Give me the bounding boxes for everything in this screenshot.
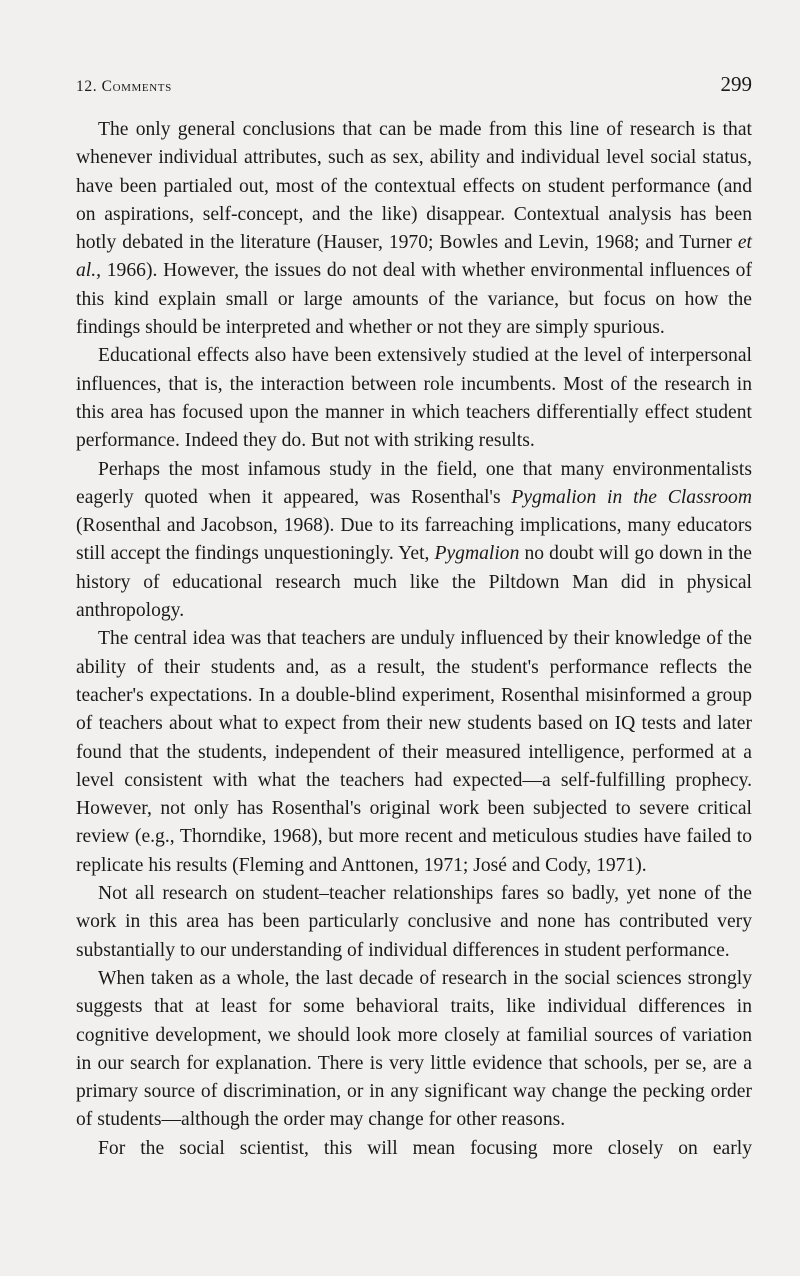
paragraph: For the social scientist, this will mean focusing more closely on early (98, 1137, 752, 1159)
italic-citation: et al., (76, 232, 752, 282)
paragraph: Educational effects also have been extensively studied at the level of interpersonal influences, that is, the interaction between role incumbents. Most of the research in this area has focused upon the manner in which teachers differentially effect student performance. Indeed they do. But not with striking results. (76, 345, 752, 452)
body-text (76, 116, 752, 1163)
page-number: 299 (720, 72, 752, 96)
page-header (76, 72, 752, 97)
running-head: 12. Comments (76, 78, 172, 95)
paragraph: The only general conclusions that can be made from this line of research is that whenever individual attributes, such as sex, ability and individual level social status, have been partialed out, most of the contextual effects on student performance (and on aspirations, self-concept, and the like) disappear. Contextual analysis has been hotly debated in the literature (Hauser, 1970; Bowles and Levin, 1968; and Turner et al., 1966). However, the issues do not deal with whether environmental influences of this kind explain small or large amounts of the variance, but focus on how the findings should be interpreted and whether or not they are simply spurious. (76, 119, 752, 339)
paragraph: Not all research on student–teacher relationships fares so badly, yet none of the work in this area has been particularly conclusive and none has contributed very substantially to our understanding of individual differences in student performance. (76, 883, 752, 961)
paragraph: The central idea was that teachers are unduly influenced by their knowledge of the ability of their students and, as a result, the student's performance reflects the teacher's expectations. In a double-blind experiment, Rosenthal misinformed a group of teachers about what to expect from their new students based on IQ tests and later found that the students, independent of their measured intelligence, performed at a level consistent with what the teachers had expected—a self-fulfilling prophecy. However, not only has Rosenthal's original work been subjected to severe critical review (e.g., Thorndike, 1968), but more recent and meticulous studies have failed to replicate his results (Fleming and Anttonen, 1971; José and Cody, 1971). (76, 628, 752, 876)
paragraph: Perhaps the most infamous study in the field, one that many environmentalists eagerly quoted when it appeared, was Rosenthal's Pygmalion in the Classroom (Rosenthal and Jacobson, 1968). Due to its farreaching implications, many educators still accept the findings unquestioningly. Yet, Pygmalion no doubt will go down in the history of educational research much like the Piltdown Man did in physical anthropology. (76, 458, 753, 622)
paragraph: When taken as a whole, the last decade of research in the social sciences strongly suggests that at least for some behavioral traits, like individual differences in cognitive development, we should look more closely at familial sources of variation in our search for explanation. There is very little evidence that schools, per se, are a primary source of discrimination, or in any significant way change the pecking order of students—although the order may change for other reasons. (76, 967, 752, 1131)
italic-title: Pygmalion in the Classroom (511, 486, 752, 508)
italic-title: Pygmalion (434, 543, 520, 565)
